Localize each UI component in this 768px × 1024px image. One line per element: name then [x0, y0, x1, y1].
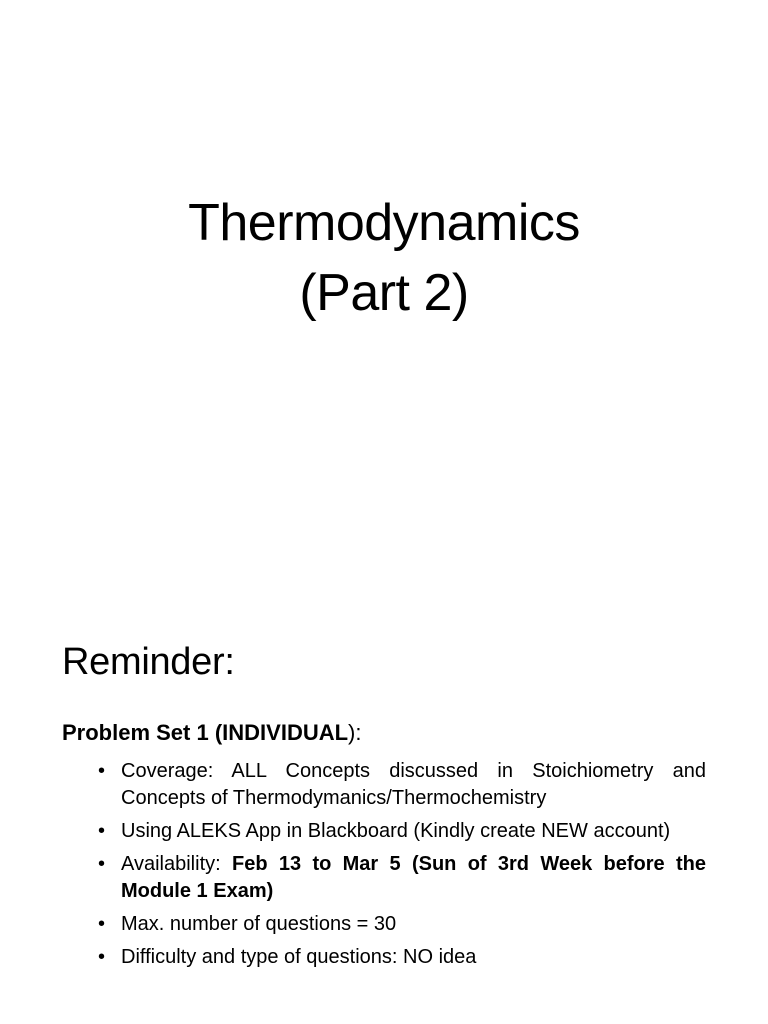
title-line-1: Thermodynamics: [188, 194, 580, 252]
slide-title-heading: [0, 188, 768, 328]
problem-set-heading-suffix: ):: [348, 720, 362, 745]
problem-set-heading-bold: Problem Set 1 (INDIVIDUAL: [62, 720, 349, 745]
bullet-label: Availability:: [121, 853, 232, 875]
bullet-text: Coverage: ALL Concepts discussed in Stoichiometry and Concepts of Thermodymanics/Thermochemistry: [121, 760, 706, 809]
title-line-2: (Part 2): [299, 264, 469, 322]
bullet-text: Using ALEKS App in Blackboard (Kindly create NEW account): [121, 820, 671, 842]
bullet-icon: •: [98, 946, 106, 968]
bullet-icon: •: [98, 913, 106, 935]
reminder-bullet-list: [98, 758, 706, 977]
bullet-icon: •: [98, 760, 106, 782]
bullet-availability-dates: Feb 13 to Mar 5 (Sun of 3rd Week before the Module 1 Exam): [121, 853, 706, 902]
problem-set-heading: [62, 718, 362, 748]
bullet-max-questions: [98, 911, 706, 938]
reminder-title: Reminder:: [62, 641, 235, 683]
bullet-aleks: [98, 818, 706, 845]
bullet-text: Max. number of questions = 30: [121, 913, 397, 935]
bullet-coverage: [98, 758, 706, 812]
bullet-text: Difficulty and type of questions: NO idea: [121, 946, 477, 968]
slide-reminder: [0, 576, 768, 1024]
bullet-availability: [98, 851, 706, 905]
bullet-difficulty: [98, 944, 706, 971]
bullet-icon: •: [98, 820, 106, 842]
bullet-icon: •: [98, 853, 106, 875]
